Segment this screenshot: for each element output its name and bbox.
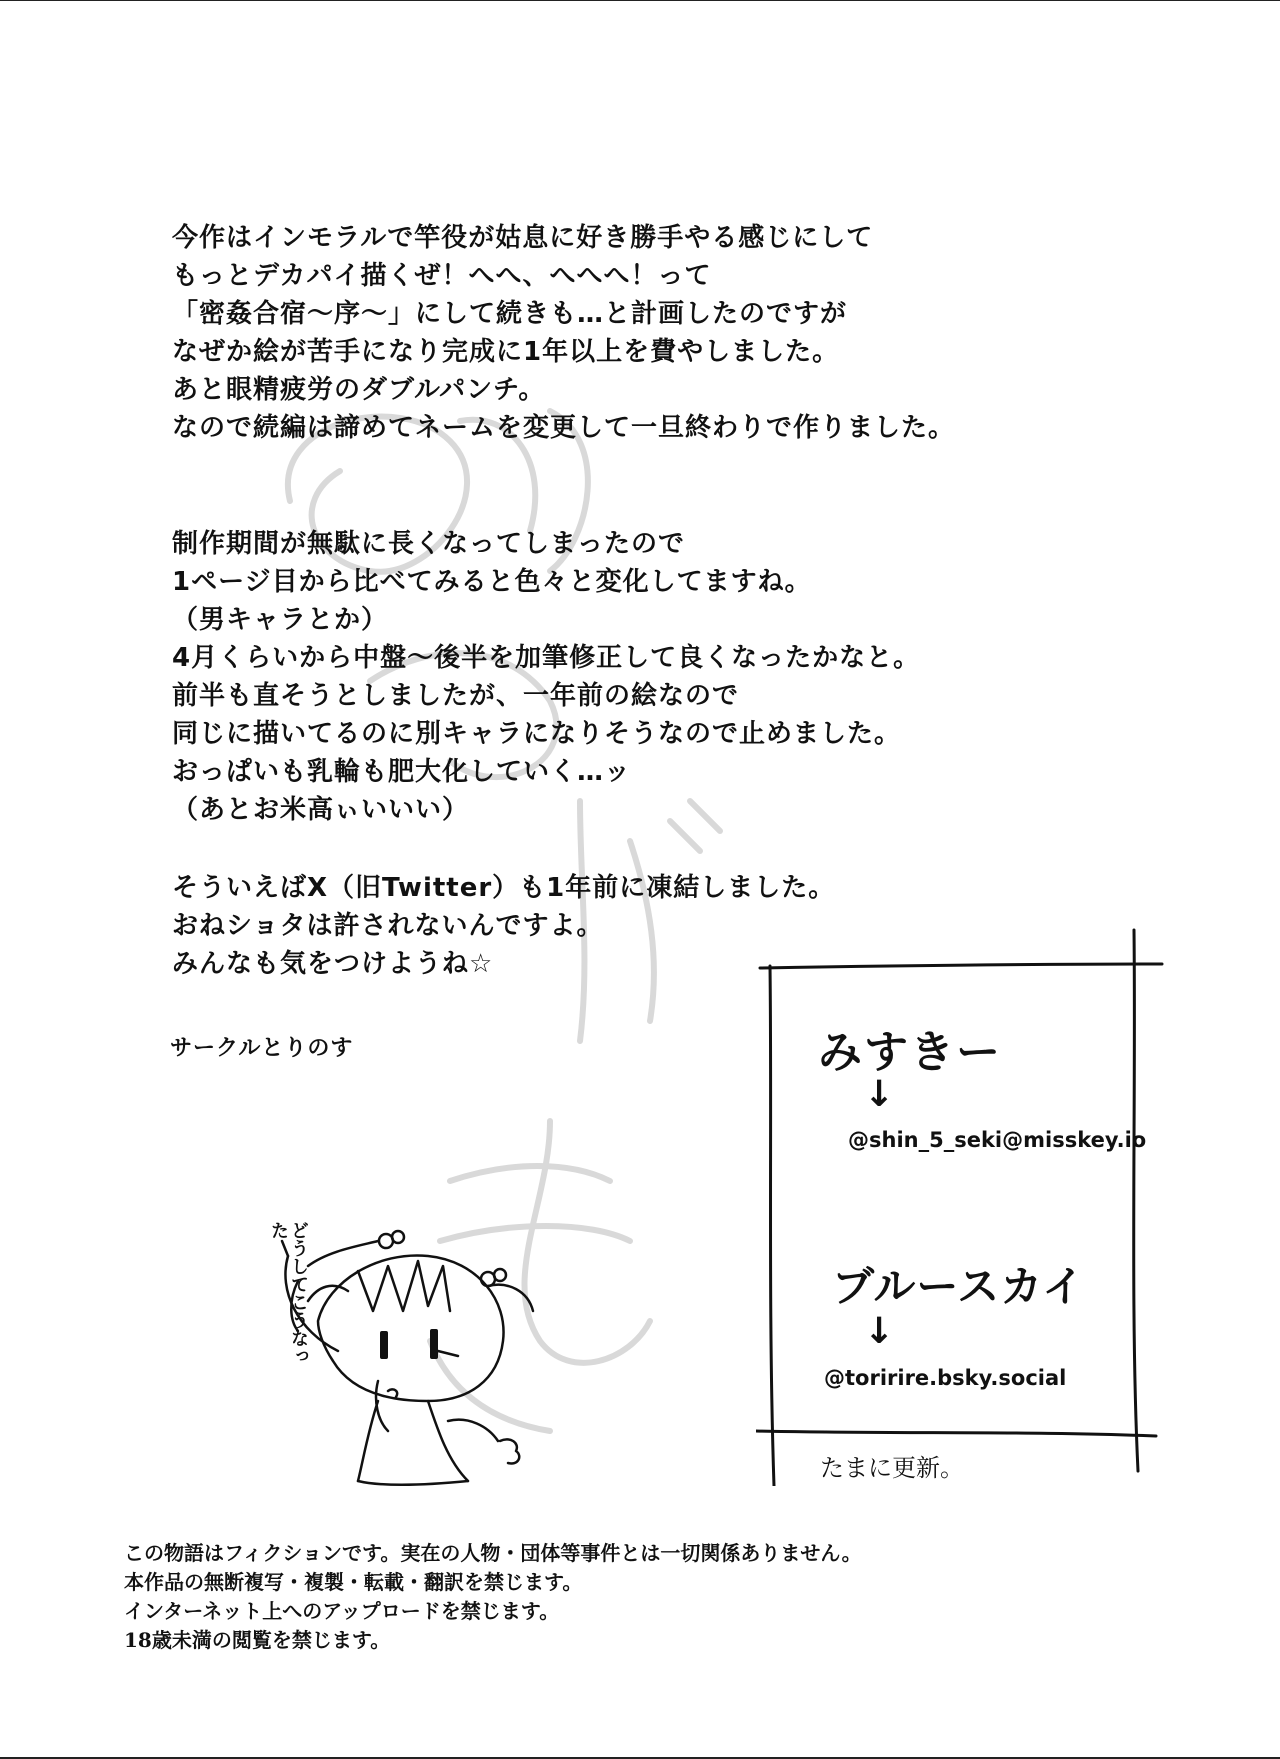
text-line: 制作期間が無駄に長くなってしまったので	[172, 529, 686, 559]
disclaimer-line: この物語はフィクションです。実在の人物・団体等事件とは一切関係ありません。	[124, 1541, 862, 1565]
disclaimer-line: インターネット上へのアップロードを禁じます。	[124, 1599, 560, 1623]
text-line: 「密姦合宿〜序〜」にして続きも…と計画したのですが	[172, 299, 848, 329]
text-line: 4月くらいから中盤〜後半を加筆修正して良くなったかなと。	[172, 643, 921, 673]
text-line: おねショタは許されないんですよ。	[172, 911, 604, 941]
text-line: みんなも気をつけようね☆	[172, 949, 494, 979]
afterword-paragraph-3	[172, 869, 835, 983]
text-line: 同じに描いてるのに別キャラになりそうなので止めました。	[172, 719, 902, 749]
text-line: あと眼精疲労のダブルパンチ。	[172, 375, 546, 405]
chibi-character-icon	[238, 1211, 598, 1501]
text-line: 前半も直そうとしましたが、一年前の絵なので	[172, 681, 740, 711]
afterword-paragraph-2	[172, 525, 920, 829]
text-line: 今作はインモラルで竿役が姑息に好き勝手やる感じにして	[172, 223, 874, 253]
arrow-down-icon: ↓	[864, 1074, 895, 1115]
circle-name: サークルとりのす	[170, 1036, 354, 1061]
text-line: （男キャラとか）	[172, 605, 389, 635]
account-card	[756, 926, 1166, 1486]
text-line: （あとお米高ぃいいい）	[172, 795, 470, 825]
card-frame	[756, 926, 1166, 1486]
character-speech: どうしてこうなった	[268, 1221, 309, 1365]
text-line: なので続編は諦めてネームを変更して一旦終わりで作りました。	[172, 413, 956, 443]
chibi-character-illustration	[238, 1211, 598, 1501]
bluesky-handle: @toririre.bsky.social	[824, 1366, 1067, 1390]
disclaimer-line: 本作品の無断複写・複製・転載・翻訳を禁じます。	[124, 1570, 583, 1594]
misskey-handle: @shin_5_seki@misskey.io	[848, 1128, 1147, 1152]
text-line: おっぱいも乳輪も肥大化していく…ッ	[172, 757, 632, 787]
text-line: なぜか絵が苦手になり完成に1年以上を費やしました。	[172, 337, 840, 367]
bluesky-heading: ブルースカイ	[832, 1262, 1085, 1311]
text-line: そういえばX（旧Twitter）も1年前に凍結しました。	[172, 873, 836, 903]
afterword-paragraph-1	[172, 219, 955, 447]
text-line: 1ページ目から比べてみると色々と変化してますね。	[172, 567, 812, 597]
misskey-heading: みすきー	[818, 1027, 1002, 1078]
legal-disclaimer	[124, 1539, 862, 1655]
text-line: もっとデカパイ描くぜ！へへ、へへへ！って	[172, 261, 712, 291]
update-note: たまに更新。	[820, 1454, 964, 1482]
arrow-down-icon: ↓	[864, 1311, 895, 1352]
disclaimer-line: 18歳未満の閲覧を禁じます。	[124, 1628, 391, 1652]
